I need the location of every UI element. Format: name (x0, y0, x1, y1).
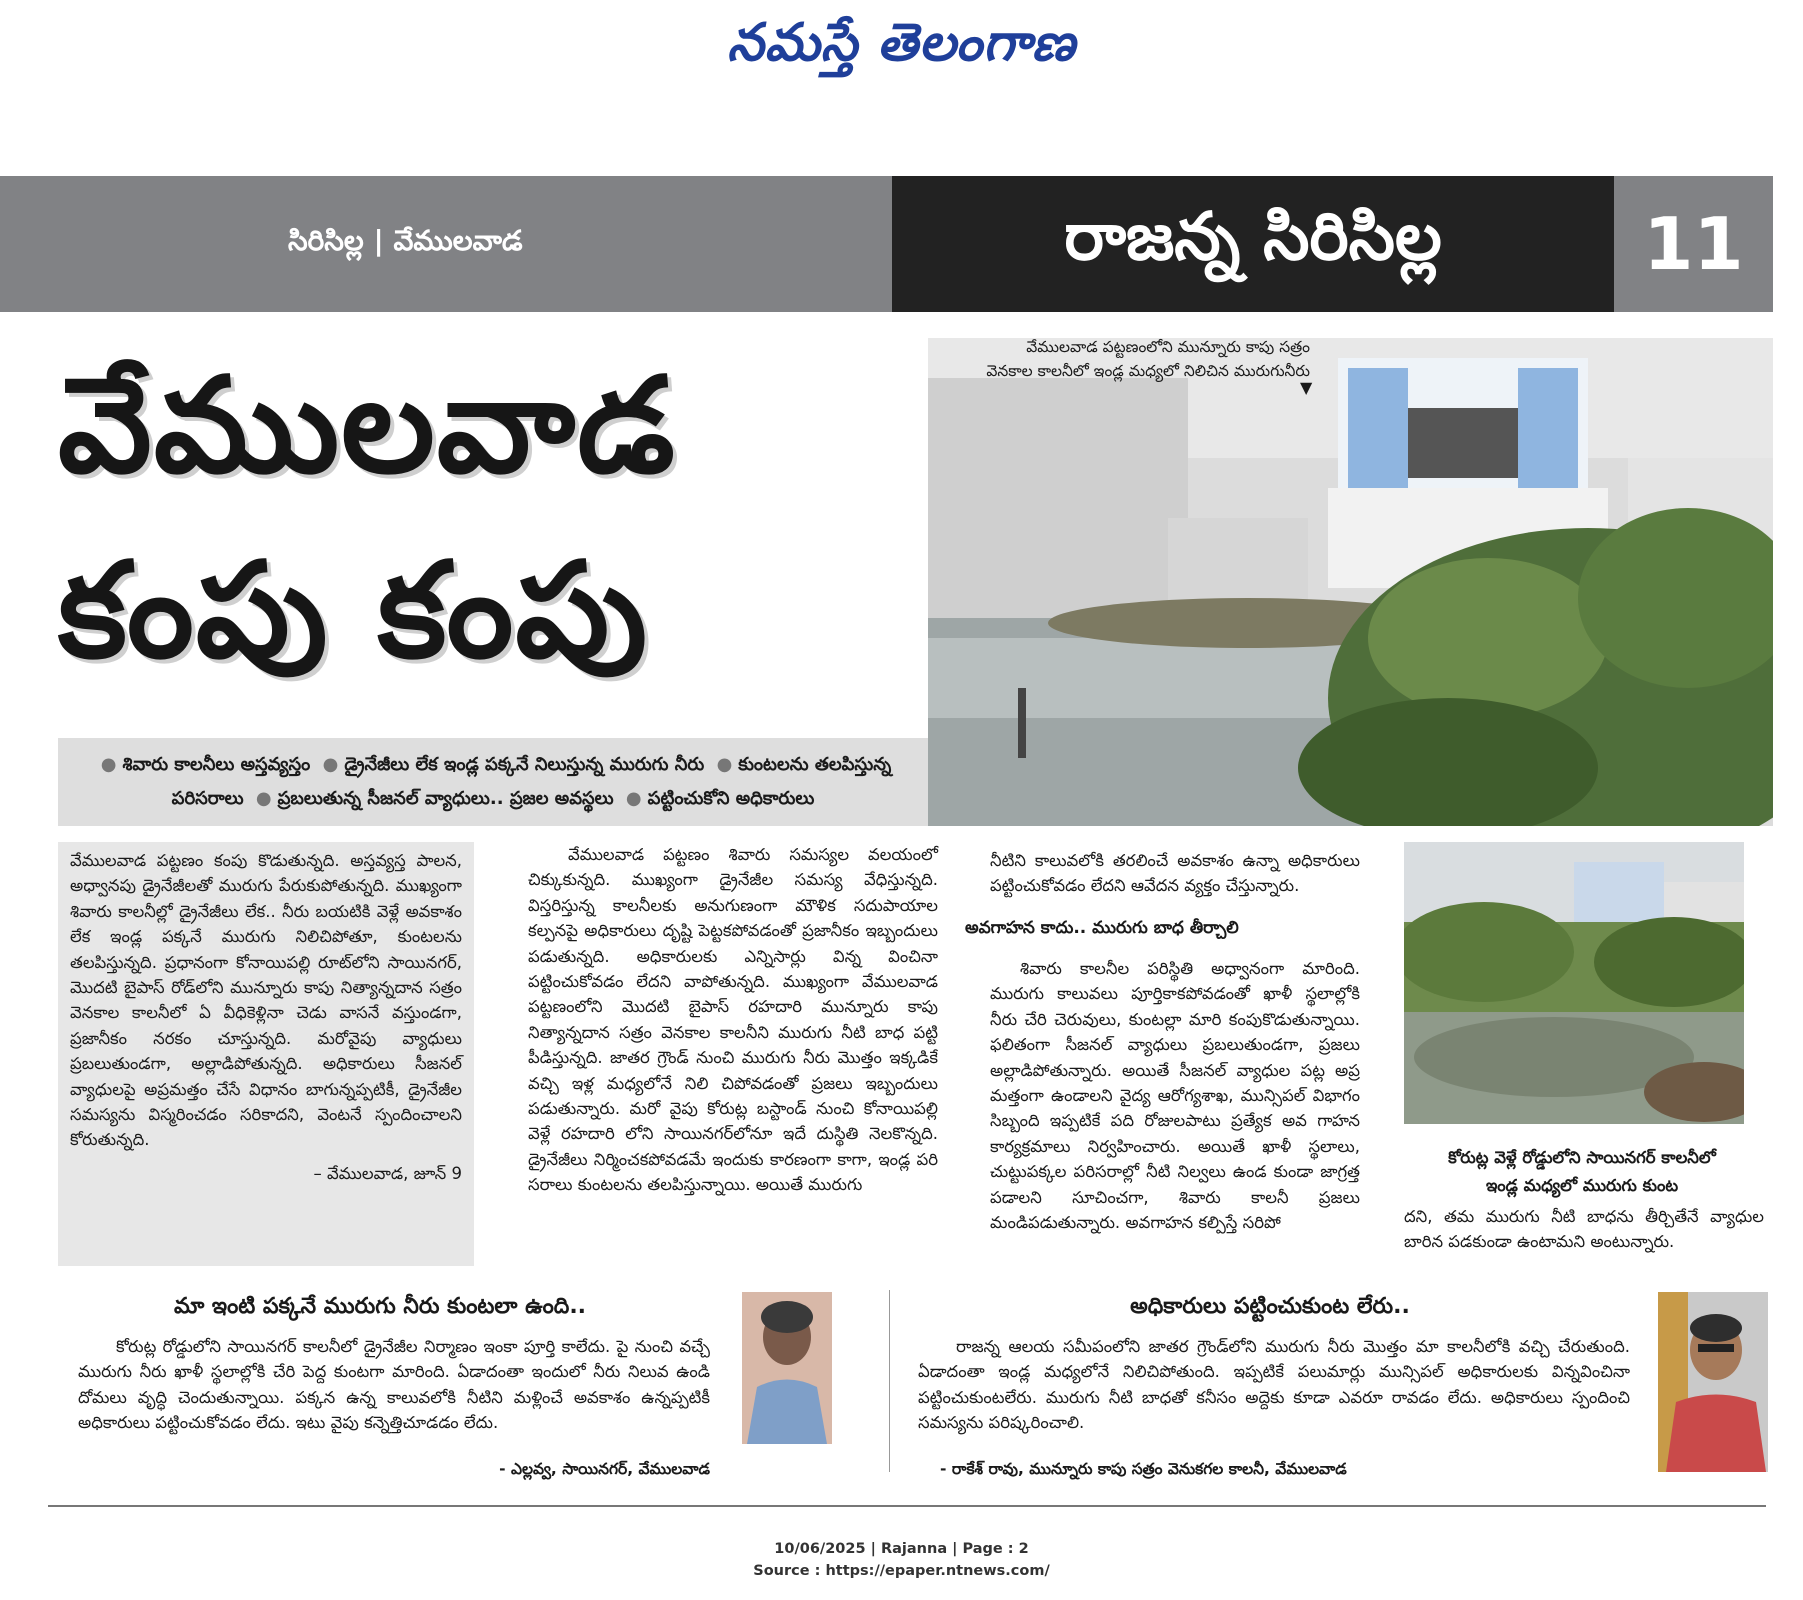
main-photo (928, 338, 1773, 826)
headline-line-2: కంపు కంపు (58, 534, 650, 688)
subheadings-box (58, 738, 928, 826)
story-1-text: కోరుట్ల రోడ్డులోని సాయినగర్ కాలనీలో డ్రైనేజీల నిర్మాణం ఇంకా పూర్తి కాలేదు. పై నుంచి వచ్చే మురుగు నీరు ఖాళీ స్థలాల్లోకి చేరి పెద్ద కుంటగా మారింది. ఏడాదంతా ఇందులో నీరు నిలువ ఉండి దోమలు వృద్ధి చెందుతున్నాయి. పక్కన ఉన్న కాలువలోకి నీటిని మళ్లించే అవకాశం ఉన్నప్పటికీ అధికారులు పట్టించుకోవడం లేదు. ఇటు వైపు కన్నెత్తిచూడడం లేదు. (78, 1337, 710, 1433)
subheading-5: పట్టించుకోని అధికారులు (647, 788, 815, 809)
dateline: – వేములవాడ, జూన్ 9 (313, 1163, 462, 1183)
subheading-4: ప్రబలుతున్న సీజనల్ వ్యాధులు.. ప్రజల అవస్థలు (277, 788, 614, 809)
secondary-photo (1404, 842, 1744, 1124)
section-title: రాజన్న సిరిసిల్ల (892, 176, 1614, 312)
article-subheading: అవగాహన కాదు.. మురుగు బాధ తీర్చాలి (965, 918, 1239, 938)
page-divider (48, 1505, 1766, 1507)
main-photo-caption (900, 335, 1310, 383)
story-1-portrait (742, 1292, 832, 1444)
footer-date-line: 10/06/2025 | Rajanna | Page : 2 (774, 1541, 1029, 1557)
section-sublabel: సిరిసిల్ల | వేములవాడ (288, 224, 523, 257)
page-footer (0, 1538, 1803, 1582)
subheading-2: డ్రైనేజీలు లేక ఇండ్ల పక్కనే నిలుస్తున్న మురుగు నీరు (344, 754, 705, 775)
secondary-photo-caption-line-1: కోరుట్ల వెళ్లే రోడ్డులోని సాయినగర్ కాలనీలో (1448, 1148, 1716, 1167)
story-2-attribution: - రాకేశ్ రావు, మున్నూరు కాపు సత్రం వెనుకగల కాలనీ, వేములవాడ (940, 1460, 1347, 1478)
bullet-icon: ● (255, 788, 272, 809)
main-photo-caption-line-2: వెనకాల కాలనీలో ఇండ్ల మధ్యలో నిలిచిన మురుగునీరు (986, 362, 1310, 380)
column-divider (889, 1290, 890, 1472)
story-2-portrait (1658, 1292, 1768, 1472)
caption-arrow-icon: ▼ (1300, 378, 1313, 397)
page-number: 11 (1643, 202, 1744, 286)
bullet-icon: ● (716, 754, 733, 775)
story-2-text: రాజన్న ఆలయ సమీపంలోని జాతర గ్రౌండ్‌లోని మురుగు నీరు మొత్తం మా కాలనీలోకి వచ్చి చేరుతుంది. ఏడాదంతా ఇండ్ల మధ్యలోనే నిలిచిపోతుంది. ఇప్పటికే పలుమార్లు మున్సిపల్ అధికారులకు విన్నవించినా పట్టించుకుంటలేరు. మురుగు నీటి బాధతో కనీసం అద్దెకు కూడా ఎవరూ రావడం లేదు. అధికారులు స్పందించి సమస్యను పరిష్కరించాలి. (918, 1337, 1630, 1433)
bullet-icon: ● (625, 788, 642, 809)
article-column-4: దని, తమ మురుగు నీటి బాధను తీర్చితేనే వ్యాధుల బారిన పడకుండా ఉంటామని అంటున్నారు. (1404, 1207, 1764, 1252)
subheading-3: కుంటలను తలపిస్తున్న పరిసరాలు (171, 754, 892, 809)
bullet-icon: ● (100, 754, 117, 775)
story-1-heading: మా ఇంటి పక్కనే మురుగు నీరు కుంటలా ఉంది.. (173, 1294, 587, 1319)
bullet-icon: ● (322, 754, 339, 775)
secondary-photo-caption-line-2: ఇండ్ల మధ్యలో మురుగు కుంట (1485, 1176, 1679, 1195)
story-1-attribution: - ఎల్లవ్వ, సాయినగర్, వేములవాడ (499, 1460, 710, 1478)
subheading-1: శివారు కాలనీలు అస్తవ్యస్తం (122, 754, 311, 775)
article-column-2: వేములవాడ పట్టణం శివారు సమస్యల వలయంలో చిక్కుకున్నది. ముఖ్యంగా డ్రైనేజీల సమస్య వేధిస్తున్నది. విస్తరిస్తున్న కాలనీలకు అనుగుణంగా మౌళిక సదుపాయాల కల్పనపై అధికారులు దృష్టి పెట్టకపోవడంతో ప్రజానీకం ఇబ్బందులు పడుతున్నది. అధికారులకు ఎన్నిసార్లు విన్న వించినా పట్టించుకోవడం లేదని వాపోతున్నది. ముఖ్యంగా వేములవాడ పట్టణంలోని మొదటి బైపాస్ రహదారి మున్నూరు కాపు నిత్యాన్నదాన సత్రం వెనకాల కాలనీని మురుగు నీటి బాధ పట్టి పీడిస్తున్నది. జాతర గ్రౌండ్ నుంచి మురుగు నీరు మొత్తం ఇక్కడికే వచ్చి ఇళ్ల మధ్యలోనే నిలి చిపోవడంతో ప్రజలు ఇబ్బందులు పడుతున్నారు. మరో వైపు కోరుట్ల బస్టాండ్ నుంచి కోనాయిపల్లి వెళ్లే రహదారి లోని సాయినగర్‌లోనూ ఇదే దుస్థితి నెలకొన్నది. డ్రైనేజీలు నిర్మించకపోవడమే ఇందుకు కారణంగా కాగా, ఇండ్ల పరి సరాలు కుంటలను తలపిస్తున్నాయి. అయితే మురుగు (528, 845, 938, 1195)
main-photo-caption-line-1: వేములవాడ పట్టణంలోని మున్నూరు కాపు సత్రం (1026, 338, 1310, 356)
section-band-left (0, 176, 892, 312)
secondary-photo-caption (1404, 1144, 1760, 1200)
footer-source-line: Source : https://epaper.ntnews.com/ (753, 1563, 1050, 1579)
masthead-logo: నమస్తే తెలంగాణ (727, 12, 1076, 73)
article-column-3: నీటిని కాలువలోకి తరలించే అవకాశం ఉన్నా అధికారులు పట్టించుకోవడం లేదని ఆవేదన వ్యక్తం చేస్తున్నారు. (990, 851, 1360, 896)
lead-column (58, 842, 474, 1266)
headline-line-1: వేములవాడ (58, 349, 677, 503)
article-column-3-continued: శివారు కాలనీల పరిస్థితి అధ్వానంగా మారింది. మురుగు కాలువలు పూర్తికాకపోవడంతో ఖాళీ స్థలాల్లోకి నీరు చేరి చెరువులు, కుంటల్లా మారి కంపుకొడుతున్నాయి. ఫలితంగా సీజనల్ వ్యాధులు ప్రబలుతుండగా, ప్రజలు అల్లాడిపోతున్నారు. అయితే సీజనల్ వ్యాధుల పట్ల అప్ర మత్తంగా ఉండాలని వైద్య ఆరోగ్యశాఖ, మున్సిపల్ విభాగం సిబ్బంది ఇప్పటికే పది రోజులపాటు ప్రత్యేక అవ గాహన కార్యక్రమాలు నిర్వహించారు. అయితే ఖాళీ స్థలాలు, చుట్టుపక్కల పరిసరాల్లో నీటి నిల్వలు ఉండ కుండా జాగ్రత్త పడాలని సూచించగా, శివారు కాలనీ ప్రజలు మండిపడుతున్నారు. అవగాహన కల్పిస్తే సరిపో (990, 959, 1360, 1233)
lead-text: వేములవాడ పట్టణం కంపు కొడుతున్నది. అస్తవ్యస్త పాలన, అధ్వానపు డ్రైనేజీలతో మురుగు పేరుకుపోతున్నది. ముఖ్యంగా శివారు కాలనీల్లో డ్రైనేజీలు లేక.. నీరు బయటికి వెళ్లే అవకాశం లేక ఇండ్ల పక్కనే మురుగు నిలిచిపోతూ, కుంటలను తలపిస్తున్నది. ప్రధానంగా కోనాయిపల్లి రూట్‌లోని సాయినగర్, మొదటి బైపాస్ రోడ్‌లోని మున్నూరు కాపు నిత్యాన్నదాన సత్రం వెనకాల కాలనీలో ఏ వీధికెళ్లినా చెడు వాసనే వస్తుండగా, ప్రజానీకం నరకం చూస్తున్నది. మరోవైపు వ్యాధులు ప్రబలుతుండగా, అల్లాడిపోతున్నది. అధికారులు సీజనల్ వ్యాధులపై అప్రమత్తం చేసే విధానం బాగున్నప్పటికీ, డ్రైనేజీల సమస్యను విస్మరించడం సరికాదని, వెంటనే స్పందించాలని కోరుతున్నది. (70, 851, 462, 1150)
story-2-heading: అధికారులు పట్టించుకుంట లేరు.. (1130, 1294, 1410, 1319)
